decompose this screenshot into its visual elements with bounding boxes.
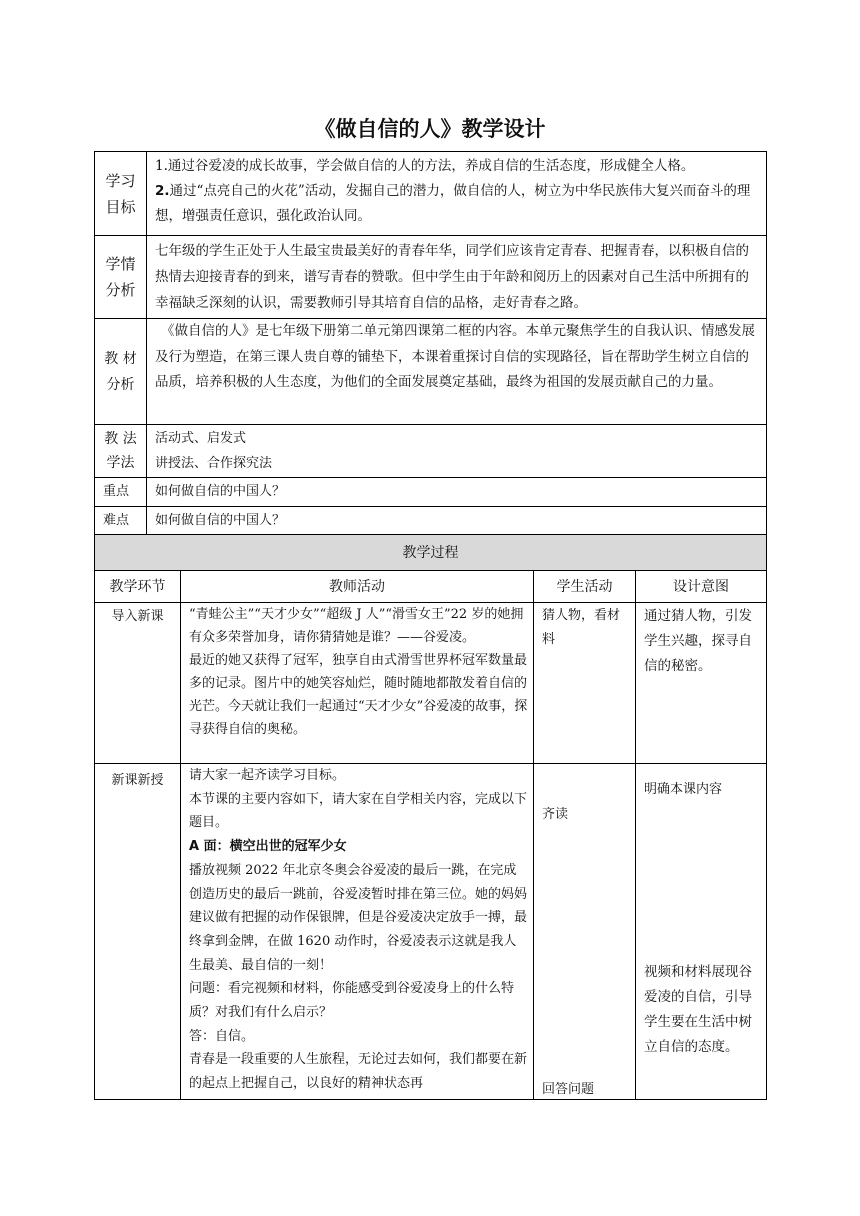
materials-row [95, 319, 767, 425]
difficulty-text: 如何做自信的中国人？ [147, 507, 767, 536]
stage-intro: 导入新课 [95, 603, 181, 764]
new-student-2: 回答问题 [542, 1082, 595, 1097]
students-text: 七年级的学生正处于人生最宝贵最美好的青春年华，同学们应该肯定青春、把握青春，以积极自信的热情去迎接青春的到来，谱写青春的赞歌。但中学生由于年龄和阅历上的因素对自己生活中所拥有的幸福缺乏深刻的认识，需要教师引导其培育自信的品格，走好青春之路。 [155, 243, 749, 311]
students-row [95, 236, 767, 319]
intro-teacher-1: “青蛙公主”“天才少女”“超级 J 人”“滑雪女王”22 岁的她拥有众多荣誉加身，请你猜猜她是谁？——谷爱凌。 [189, 607, 524, 645]
methods-line-2: 讲授法、合作探究法 [155, 456, 273, 471]
methods-label: 教 法 学法 [95, 425, 147, 478]
new-teacher-3: 播放视频 2022 年北京冬奥会谷爱凌的最后一跳，在完成创造历史的最后一跳前，谷爱凌暂时排在第三位。她的妈妈建议做有把握的动作保银牌，但是谷爱凌决定放手一搏，最终拿到金牌，在做 1620 动作时，谷爱凌表示这就是我人生最美、最自信的一刻！ [189, 862, 528, 973]
process-header: 教学过程 [95, 535, 767, 571]
col-teacher: 教师活动 [181, 571, 534, 603]
col-intent: 设计意图 [636, 571, 767, 603]
goals-label: 学习 目标 [95, 152, 147, 236]
new-intent-1: 明确本课内容 [644, 782, 723, 797]
process-row-new [95, 764, 767, 1100]
key-point-label: 重点 [95, 478, 147, 507]
page-title: 《做自信的人》教学设计 [314, 117, 546, 141]
process-column-headers [95, 571, 767, 603]
col-stage: 教学环节 [95, 571, 181, 603]
key-point-text: 如何做自信的中国人？ [147, 478, 767, 507]
methods-line-1: 活动式、启发式 [155, 431, 247, 446]
methods-row [95, 425, 767, 478]
students-label: 学情 分析 [95, 236, 147, 319]
process-table [94, 534, 767, 1100]
intro-teacher-2: 最近的她又获得了冠军，独享自由式滑雪世界杯冠军数量最多的记录。图片中的她笑容灿烂，随时随地都散发着自信的光芒。今天就让我们一起通过“天才少女”谷爱凌的故事，探寻获得自信的奥秘。 [189, 653, 528, 737]
stage-new: 新课新授 [95, 764, 181, 1100]
intro-student: 猜人物，看材料 [534, 603, 636, 764]
goal-2: 2.通过“点亮自己的火花”活动，发掘自己的潜力，做自信的人，树立为中华民族伟大复兴而奋斗的理想，增强责任意识，强化政治认同。 [155, 183, 751, 224]
new-teacher-5: 答：自信。 [189, 1028, 255, 1044]
goal-1: 1.通过谷爱凌的成长故事，学会做自信的人的方法，养成自信的生活态度，形成健全人格。 [155, 158, 695, 174]
overview-table [94, 151, 767, 536]
new-teacher-2: 本节课的主要内容如下，请大家在自学相关内容，完成以下题目。 [189, 791, 528, 831]
new-intent-2: 视频和材料展现谷爱凌的自信，引导学生要在生活中树立自信的态度。 [644, 964, 752, 1055]
difficulty-row [95, 507, 767, 536]
materials-text: 《做自信的人》是七年级下册第二单元第四课第二框的内容。本单元聚焦学生的自我认识、情感发展及行为塑造，在第三课人贵自尊的铺垫下，本课着重探讨自信的实现路径，旨在帮助学生树立自信的品质，培养积极的人生态度，为他们的全面发展奠定基础，最终为祖国的发展贡献自己的力量。 [155, 323, 755, 390]
new-teacher-6: 青春是一段重要的人生旅程，无论过去如何，我们都要在新的起点上把握自己，以良好的精神状态再 [189, 1052, 528, 1092]
col-student: 学生活动 [534, 571, 636, 603]
new-teacher-1: 请大家一起齐读学习目标。 [189, 768, 346, 783]
new-teacher-4: 问题：看完视频和材料，你能感受到谷爱凌身上的什么特质？对我们有什么启示？ [189, 981, 515, 1021]
new-student-1: 齐读 [542, 807, 569, 822]
materials-label: 教 材 分析 [95, 319, 147, 425]
goals-row [95, 152, 767, 236]
new-teacher-heading: A 面：横空出世的冠军少女 [189, 839, 347, 855]
key-point-row [95, 478, 767, 507]
process-row-intro [95, 603, 767, 764]
difficulty-label: 难点 [95, 507, 147, 536]
intro-intent: 通过猜人物，引发学生兴趣，探寻自信的秘密。 [636, 603, 767, 764]
